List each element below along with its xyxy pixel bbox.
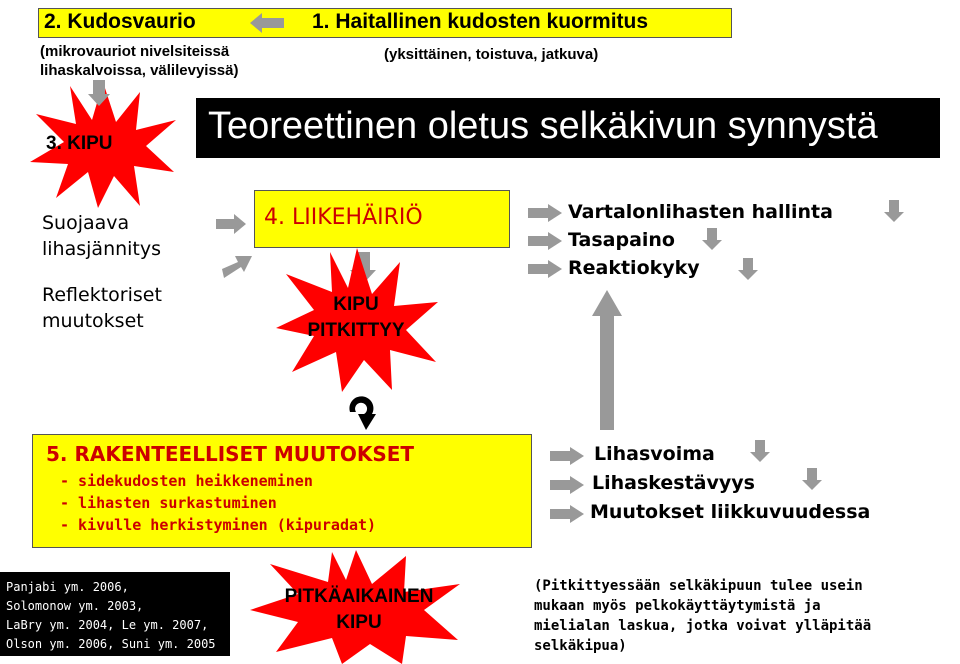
reference-line: Olson ym. 2006, Suni ym. 2005: [6, 637, 216, 651]
pain-prolonged-label: KIPU PITKITTYY: [307, 294, 405, 341]
right-arrow-icon: [550, 447, 584, 465]
down-arrow-icon: [702, 228, 722, 250]
right-arrow-icon: [528, 260, 562, 278]
microdamage-note: (mikrovauriot nivelsiteissä lihaskalvoissa, välilevyissä): [40, 43, 239, 79]
chronic-pain-label: PITKÄAIKAINEN KIPU: [284, 586, 434, 633]
reflex-changes-label: Reflektoriset muutokset: [42, 284, 162, 332]
reference-line: LaBry ym. 2004, Le ym. 2007,: [6, 618, 209, 632]
protective-tension-label: Suojaava lihasjännitys: [42, 212, 162, 260]
load-types-note: (yksittäinen, toistuva, jatkuva): [384, 46, 599, 63]
stage-1-label: 1. Haitallinen kudosten kuormitus: [312, 10, 649, 33]
down-arrow-icon: [88, 80, 110, 106]
muscle-item-mobility: Muutokset liikkuvuudessa: [590, 501, 871, 523]
chronic-note: (Pitkittyessään selkäkipuun tulee usein mukaan myös pelkokäyttäytymistä ja mielialan laskua, jotka voivat ylläpitää selkäkipua): [534, 578, 872, 654]
right-arrow-icon: [216, 214, 246, 234]
muscle-item-endurance: Lihaskestävyys: [592, 472, 755, 494]
stage-2-label: 2. Kudosvaurio: [44, 10, 196, 33]
right-arrow-icon: [528, 204, 562, 222]
up-arrow-icon: [592, 290, 622, 430]
curved-arrow-icon: [342, 392, 382, 432]
reference-line: Panjabi ym. 2006,: [6, 580, 129, 594]
structural-item: - lihasten surkastuminen: [60, 494, 277, 512]
reference-line: Solomonow ym. 2003,: [6, 599, 144, 613]
structural-item: - kivulle herkistyminen (kipuradat): [60, 516, 377, 534]
down-arrow-icon: [750, 440, 770, 462]
page-title: Teoreettinen oletus selkäkivun synnystä: [208, 105, 878, 147]
pain-star-label: 3. KIPU: [46, 133, 113, 154]
structural-item: - sidekudosten heikkeneminen: [60, 472, 313, 490]
right-arrow-icon: [550, 476, 584, 494]
control-item-reaction: Reaktiokyky: [568, 257, 700, 279]
right-arrow-icon: [528, 232, 562, 250]
muscle-item-strength: Lihasvoima: [594, 443, 715, 465]
control-item-trunk: Vartalonlihasten hallinta: [568, 201, 833, 223]
down-arrow-icon: [738, 258, 758, 280]
right-arrow-icon: [550, 505, 584, 523]
control-item-balance: Tasapaino: [568, 229, 675, 251]
down-arrow-icon: [884, 200, 904, 222]
down-arrow-icon: [802, 468, 822, 490]
diagonal-arrow-icon: [222, 252, 252, 280]
structural-changes-title: 5. RAKENTEELLISET MUUTOKSET: [46, 442, 415, 466]
movement-disorder-label: 4. LIIKEHÄIRIÖ: [264, 205, 423, 230]
left-arrow-icon: [250, 12, 286, 34]
